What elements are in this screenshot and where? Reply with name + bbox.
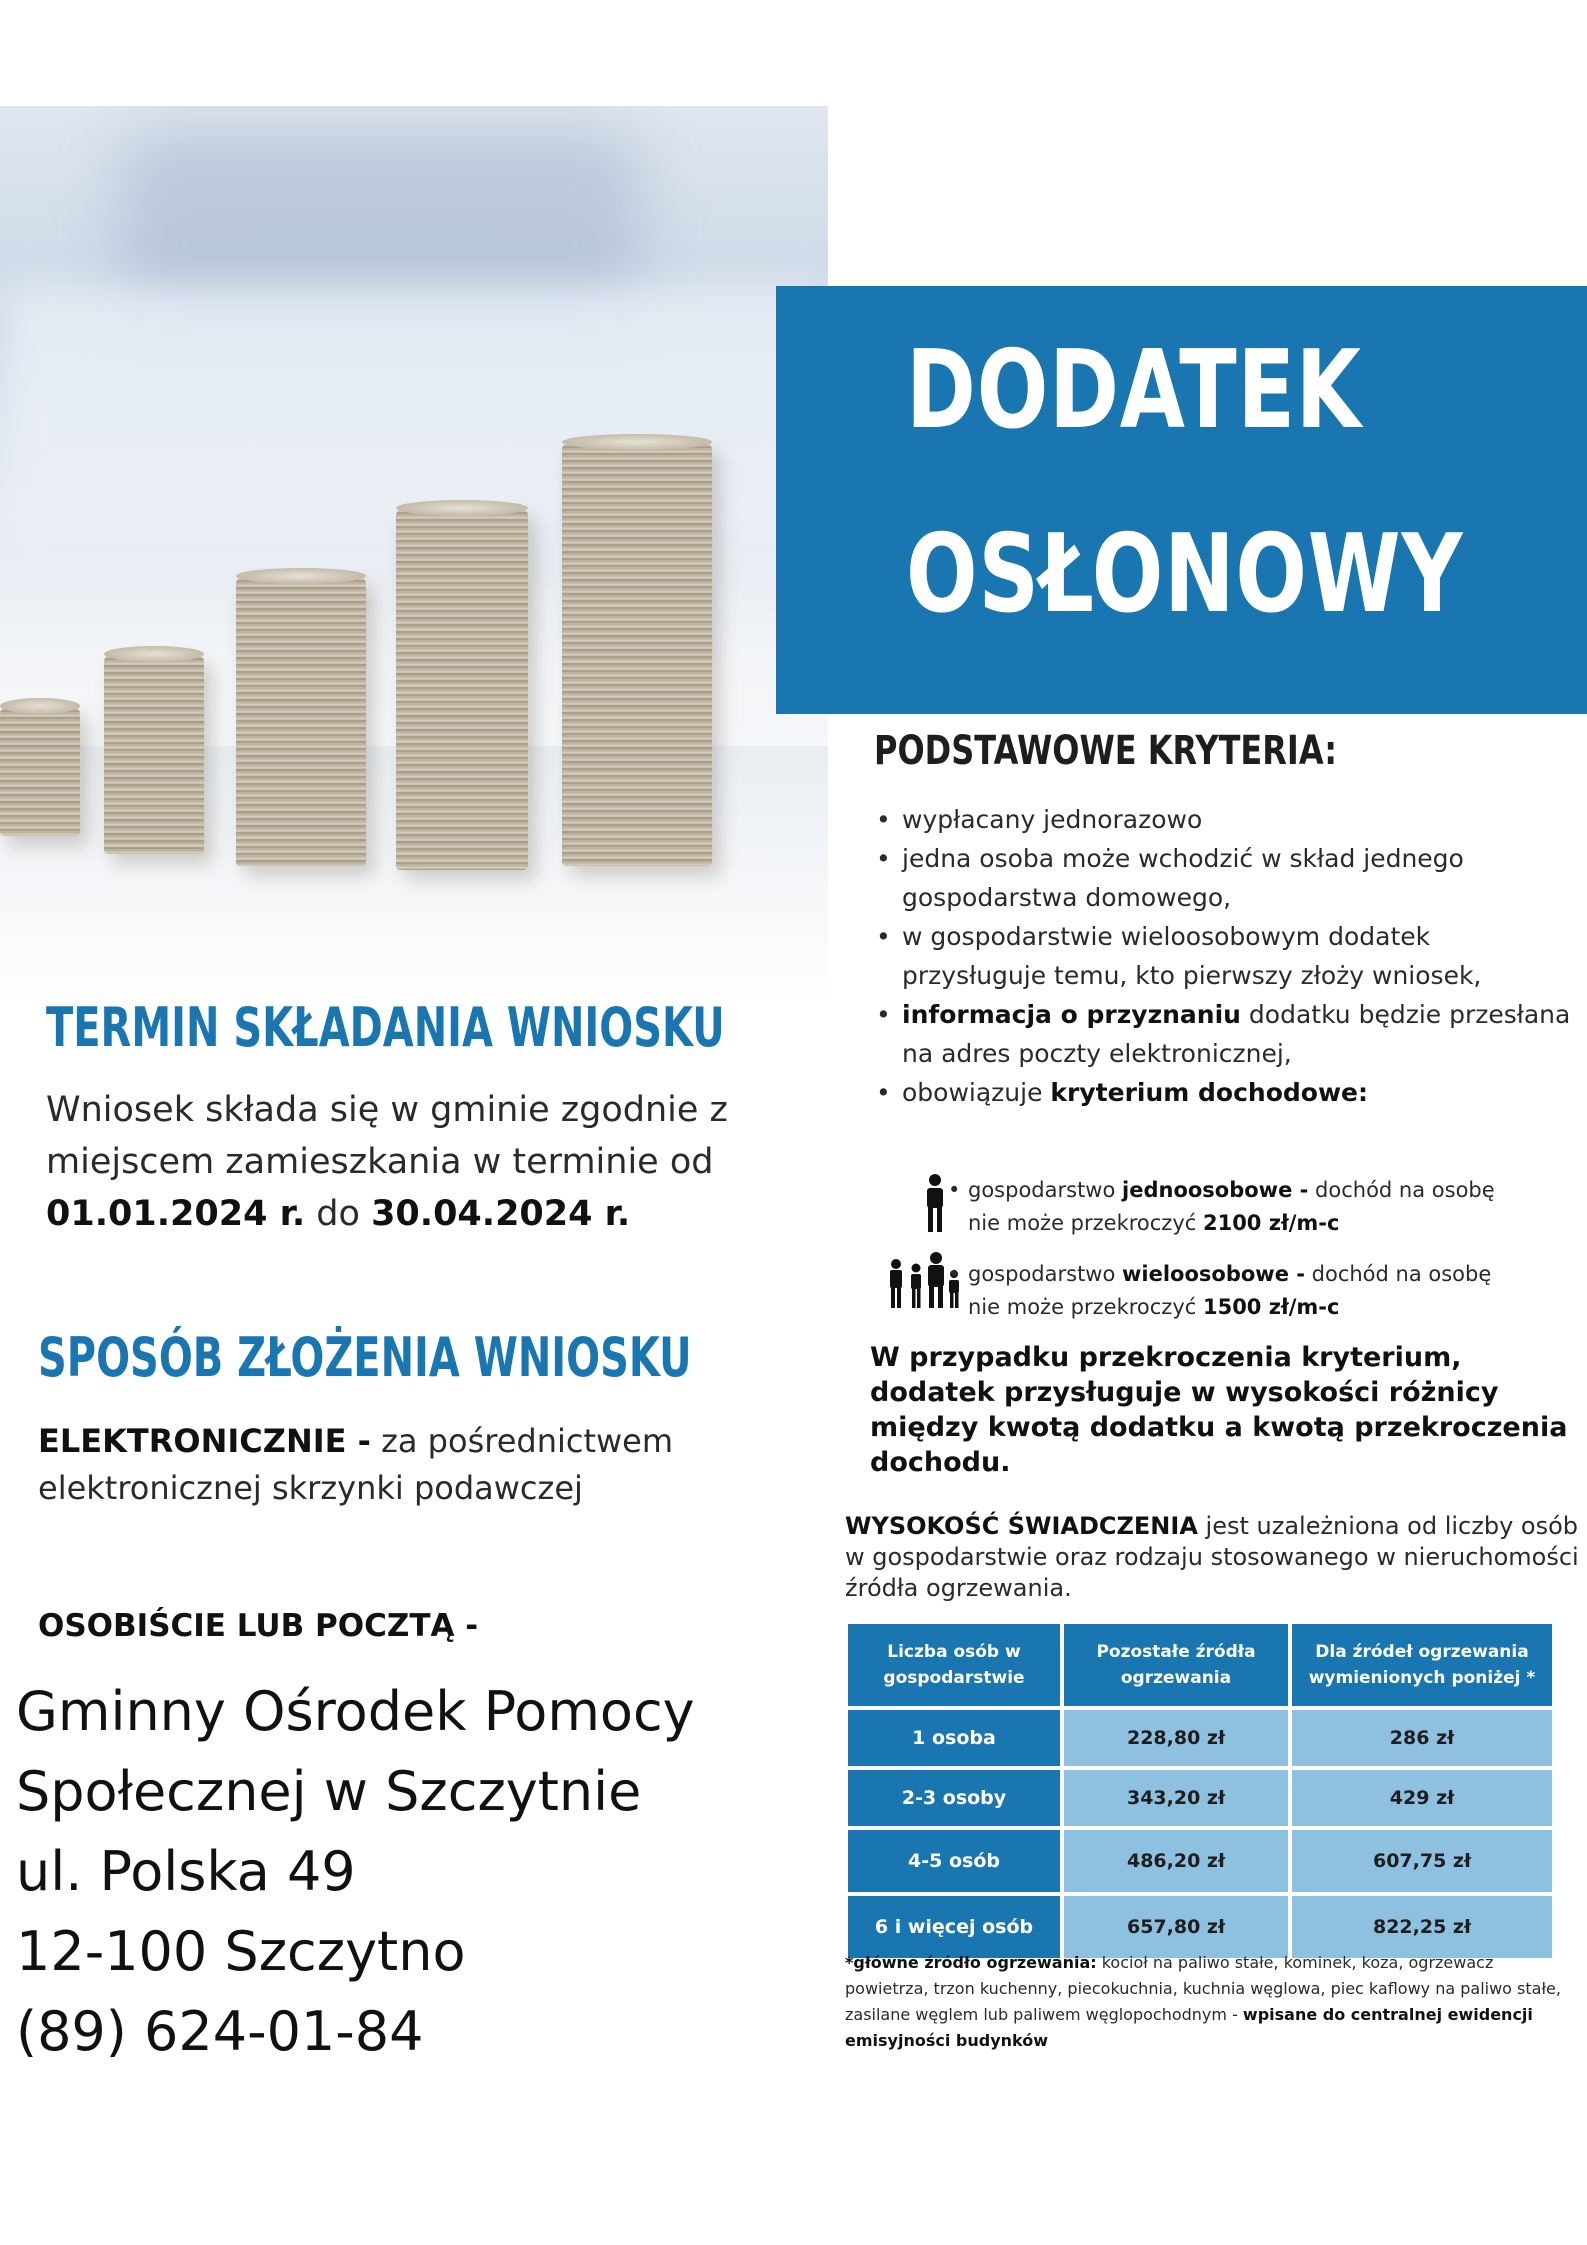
table-header: Pozostałe źródła ogrzewania <box>1064 1624 1288 1706</box>
coin-stack-3 <box>236 576 366 866</box>
table-cell: 429 zł <box>1292 1770 1552 1826</box>
coin-stack-4 <box>396 508 528 870</box>
table-header-row <box>848 1624 1552 1706</box>
table-cell: 1 osoba <box>848 1710 1060 1766</box>
amounts-table <box>844 1620 1556 1962</box>
heating-footnote: *główne źródło ogrzewania: kocioł na paliwo stałe, kominek, koza, ogrzewacz powietrza, trzon kuchenny, piecokuchnia, kuchnia węglowa, piec kaflowy na paliwo stałe, zasilane węglem lub paliwem węglopochodnym - wpisane do centralnej ewidencji emisyjności budynków <box>845 1953 1561 2050</box>
criteria-heading: PODSTAWOWE KRYTERIA: <box>874 728 1337 774</box>
table-row <box>848 1896 1552 1958</box>
income-criterion-single: • gospodarstwo jednoosobowe - dochód na osobę nie może przekroczyć 2100 zł/m-c <box>948 1178 1495 1235</box>
coin-stack-5 <box>562 442 712 866</box>
exceeded-criterion-note: W przypadku przekroczenia kryterium, dodatek przysługuje w wysokości różnicy między kwotą dodatku a kwotą przekroczenia dochodu. <box>870 1342 1568 1478</box>
table-cell: 286 zł <box>1292 1710 1552 1766</box>
table-cell: 228,80 zł <box>1064 1710 1288 1766</box>
title-line-2: OSŁONOWY <box>906 512 1464 637</box>
sposob-heading: SPOSÓB ZŁOŻENIA WNIOSKU <box>38 1326 692 1389</box>
table-cell: 4-5 osób <box>848 1830 1060 1892</box>
criteria-list <box>876 800 1576 1112</box>
table-cell: 822,25 zł <box>1292 1896 1552 1958</box>
address-line: 12-100 Szczytno <box>16 1920 466 1983</box>
termin-text: Wniosek składa się w gminie zgodnie z miejscem zamieszkania w terminie od 01.01.2024 r. do 30.04.2024 r. <box>46 1090 728 1234</box>
criteria-item: • obowiązuje kryterium dochodowe: <box>876 1073 1576 1112</box>
table-header: Liczba osób w gospodarstwie <box>848 1624 1060 1706</box>
coin-stacks-photo <box>0 106 828 1006</box>
table-row <box>848 1770 1552 1826</box>
criteria-item: • jedna osoba może wchodzić w skład jednego gospodarstwa domowego, <box>876 839 1576 917</box>
office-address <box>16 1672 695 2072</box>
income-criterion-multi: • gospodarstwo wieloosobowe - dochód na osobę nie może przekroczyć 1500 zł/m-c <box>948 1262 1492 1319</box>
title-line-1: DODATEK <box>906 328 1362 453</box>
electronic-method: ELEKTRONICZNIE - za pośrednictwem elektronicznej skrzynki podawczej <box>38 1422 674 1507</box>
person-icon <box>921 1174 949 1232</box>
coin-stack-1 <box>0 706 80 836</box>
coin-stack-2 <box>104 654 204 854</box>
criteria-item: • wypłacany jednorazowo <box>876 800 1576 839</box>
termin-heading: TERMIN SKŁADANIA WNIOSKU <box>46 996 725 1059</box>
phone-number: (89) 624-01-84 <box>16 2000 424 2063</box>
table-header: Dla źródeł ogrzewania wymienionych poniżej * <box>1292 1624 1552 1706</box>
table-cell: 2-3 osoby <box>848 1770 1060 1826</box>
address-line: ul. Polska 49 <box>16 1840 356 1903</box>
table-row <box>848 1710 1552 1766</box>
table-cell: 486,20 zł <box>1064 1830 1288 1892</box>
table-row <box>848 1830 1552 1892</box>
in-person-method: OSOBIŚCIE LUB POCZTĄ - <box>38 1608 479 1644</box>
address-line: Społecznej w Szczytnie <box>16 1760 642 1823</box>
amount-intro: WYSOKOŚĆ ŚWIADCZENIA jest uzależniona od liczby osób w gospodarstwie oraz rodzaju stosowanego w nieruchomości źródła ogrzewania. <box>845 1512 1579 1602</box>
title-box <box>776 286 1587 714</box>
criteria-item: • w gospodarstwie wieloosobowym dodatek przysługuje temu, kto pierwszy złoży wniosek, <box>876 917 1576 995</box>
table-cell: 6 i więcej osób <box>848 1896 1060 1958</box>
address-line: Gminny Ośrodek Pomocy <box>16 1680 695 1743</box>
criteria-item: • informacja o przyznaniu dodatku będzie przesłana na adres poczty elektronicznej, <box>876 995 1576 1073</box>
table-cell: 607,75 zł <box>1292 1830 1552 1892</box>
table-cell: 657,80 zł <box>1064 1896 1288 1958</box>
table-cell: 343,20 zł <box>1064 1770 1288 1826</box>
